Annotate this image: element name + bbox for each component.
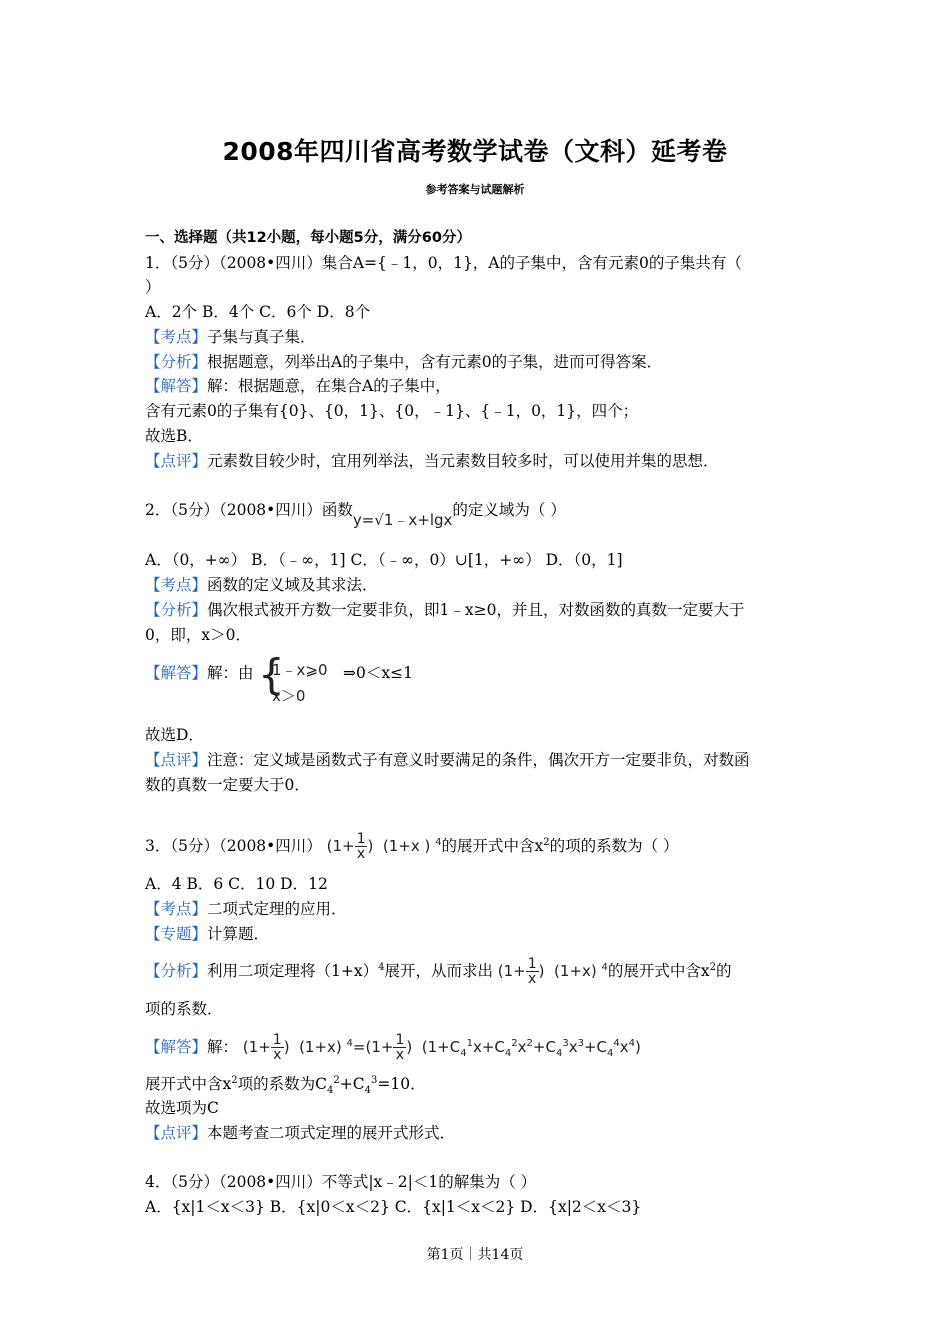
zhuanti-tag: 【专题】 — [145, 925, 208, 943]
q2-options: A．（0，+∞） B．（﹣∞，1] C．（﹣∞，0）∪[1，+∞） D．（0，1] — [145, 551, 623, 569]
kaodian-tag: 【考点】 — [145, 900, 208, 918]
q3-zhuanti-text: 计算题． — [207, 925, 270, 943]
q3-fenxi: 【分析】利用二项定理将$(1+x)^4$展开，从而求出 (1+ $\frac{1}{x}$ ) (1+x) $^4$的展开式中含$x^2$的 — [145, 956, 732, 987]
q3-options: A．4 B．6 C．10 D．12 — [145, 875, 328, 893]
q2-fenxi-line2: 0，即，x＞0． — [145, 626, 251, 644]
q2-stem-a: 2．（5分）（2008•四川）函数 — [145, 501, 353, 519]
q1-fenxi — [145, 352, 662, 372]
q2-result: ⇒0＜x≤1 — [343, 664, 413, 682]
q3-expansion: (1+ $\frac{1}{x}$ ) (1+x) $^4$=(1+ $\frac{1}{x}$ ) $(1+C_4^1x+C_4^2x^2+C_4^3x^3+C_4^4x^4)$ — [238, 1032, 641, 1063]
q1-jieda — [145, 376, 451, 396]
q3-fenxi-a: 利用二项定理将（1+x） — [207, 962, 379, 980]
q1-kaodian-text: 子集与真子集． — [207, 328, 316, 346]
fraction-1-over-x: $\frac{1}{x}$ — [527, 956, 537, 987]
q2-dianping-text: 注意：定义域是函数式子有意义时要满足的条件，偶次开方一定要非负，对数函 — [207, 751, 750, 769]
q3-line2-d: =10． — [377, 1075, 426, 1093]
jieda-tag: 【解答】 — [145, 664, 208, 682]
q1-jieda-text: 解：根据题意，在集合A的子集中， — [207, 377, 451, 395]
q3-dianping-text: 本题考查二项式定理的展开式形式． — [207, 1124, 456, 1142]
fraction-1-over-x: $\frac{1}{x}$ — [272, 1032, 282, 1063]
q3-formula: (1+ $\frac{1}{x}$ ) (1+x ) $^4$ — [321, 831, 442, 862]
q3-line2-a: 展开式中含x — [145, 1075, 232, 1093]
q3-stem-a: 3．（5分）（2008•四川） — [145, 837, 322, 855]
q3-fenxi-formula: (1+ $\frac{1}{x}$ ) (1+x) $^4$ — [493, 956, 608, 987]
q3-conclusion: 故选项为C — [145, 1099, 219, 1117]
q3-fenxi-d: 的 — [716, 962, 732, 980]
q3-fenxi-c: 的展开式中含x — [607, 962, 710, 980]
q2-system-row2: x＞0 — [272, 687, 306, 705]
page-title: 2008年四川省高考数学试卷（文科）延考卷 — [222, 137, 728, 166]
q2-stem — [145, 500, 566, 529]
q1-kaodian — [145, 327, 316, 347]
q3-kaodian-text: 二项式定理的应用． — [207, 900, 347, 918]
q2-jieda — [145, 663, 254, 683]
fenxi-tag: 【分析】 — [145, 353, 208, 371]
dianping-tag: 【点评】 — [145, 452, 208, 470]
section-heading: 一、选择题（共12小题，每小题5分，满分60分） — [145, 230, 471, 246]
q1-options: A．2个 B．4个 C．6个 D．8个 — [145, 303, 371, 321]
q3-line2-c: +C — [339, 1075, 365, 1093]
q1-stem: 1．（5分）（2008•四川）集合A={﹣1，0，1}，A的子集中，含有元素0的子集共有（ — [145, 254, 742, 272]
fraction-1-over-x: $\frac{1}{x}$ — [395, 1032, 405, 1063]
q2-dianping — [145, 750, 750, 770]
q1-jieda-line2: 含有元素0的子集有{0}、{0，1}、{0，﹣1}、{﹣1，0，1}，四个； — [145, 402, 639, 420]
q3-jieda — [145, 1033, 641, 1062]
q2-fenxi — [145, 600, 744, 620]
q2-jieda-text: 解：由 — [207, 664, 254, 682]
q3-kaodian — [145, 899, 347, 919]
q3-zhuanti — [145, 924, 269, 944]
dianping-tag: 【点评】 — [145, 1124, 208, 1142]
q2-kaodian-text: 函数的定义域及其求法． — [207, 576, 378, 594]
q1-conclusion: 故选B． — [145, 427, 203, 445]
q2-stem-b: 的定义域为（ ） — [452, 501, 566, 519]
q3-dianping — [145, 1123, 455, 1143]
q3-fenxi-line2: 项的系数． — [145, 1000, 223, 1018]
q2-conclusion: 故选D． — [145, 726, 204, 744]
q2-system-row1: 1﹣x⩾0 — [272, 661, 328, 679]
page-footer: 第1页｜共14页 — [426, 1247, 524, 1263]
q3-line2-b: 项的系数为C — [237, 1075, 327, 1093]
q2-formula: y=√1﹣x+lgx — [352, 511, 453, 529]
q4-stem: 4．（5分）（2008•四川）不等式|x﹣2|＜1的解集为（ ） — [145, 1173, 537, 1191]
q1-dianping — [145, 451, 719, 471]
q3-stem: 3．（5分）（2008•四川） (1+ $\frac{1}{x}$ ) (1+x ) $^4$的展开式中含$x^2$的项的系数为（ ） — [145, 831, 679, 862]
q3-fenxi-b: 展开，从而求出 — [384, 962, 493, 980]
q3-jieda-text: 解： — [207, 1038, 239, 1056]
q2-dianping-line2: 数的真数一定要大于0． — [145, 776, 310, 794]
page-subtitle: 参考答案与试题解析 — [425, 183, 525, 196]
q4-options: A．{x|1＜x＜3} B．{x|0＜x＜2} C．{x|1＜x＜2} D．{x|2＜x＜3} — [145, 1198, 642, 1216]
kaodian-tag: 【考点】 — [145, 576, 208, 594]
q1-dianping-text: 元素数目较少时，宜用列举法，当元素数目较多时，可以使用并集的思想． — [207, 452, 719, 470]
q3-coefficient: 展开式中含$x^2$项的系数为$C_4^2+C_4^3=10$． — [145, 1074, 426, 1097]
dianping-tag: 【点评】 — [145, 751, 208, 769]
q1-stem-cont: ） — [145, 278, 161, 296]
jieda-tag: 【解答】 — [145, 377, 208, 395]
q3-stem-b: 的展开式中含x — [441, 837, 544, 855]
system-brace: { — [258, 650, 285, 699]
q2-fenxi-text: 偶次根式被开方数一定要非负，即1﹣x≥0，并且，对数函数的真数一定要大于 — [207, 601, 745, 619]
q1-fenxi-text: 根据题意，列举出A的子集中，含有元素0的子集，进而可得答案． — [207, 353, 663, 371]
fenxi-tag: 【分析】 — [145, 962, 208, 980]
q2-kaodian — [145, 575, 378, 595]
fraction-1-over-x: $\frac{1}{x}$ — [356, 831, 366, 862]
jieda-tag: 【解答】 — [145, 1038, 208, 1056]
fenxi-tag: 【分析】 — [145, 601, 208, 619]
kaodian-tag: 【考点】 — [145, 328, 208, 346]
q3-stem-c: 的项的系数为（ ） — [549, 837, 679, 855]
